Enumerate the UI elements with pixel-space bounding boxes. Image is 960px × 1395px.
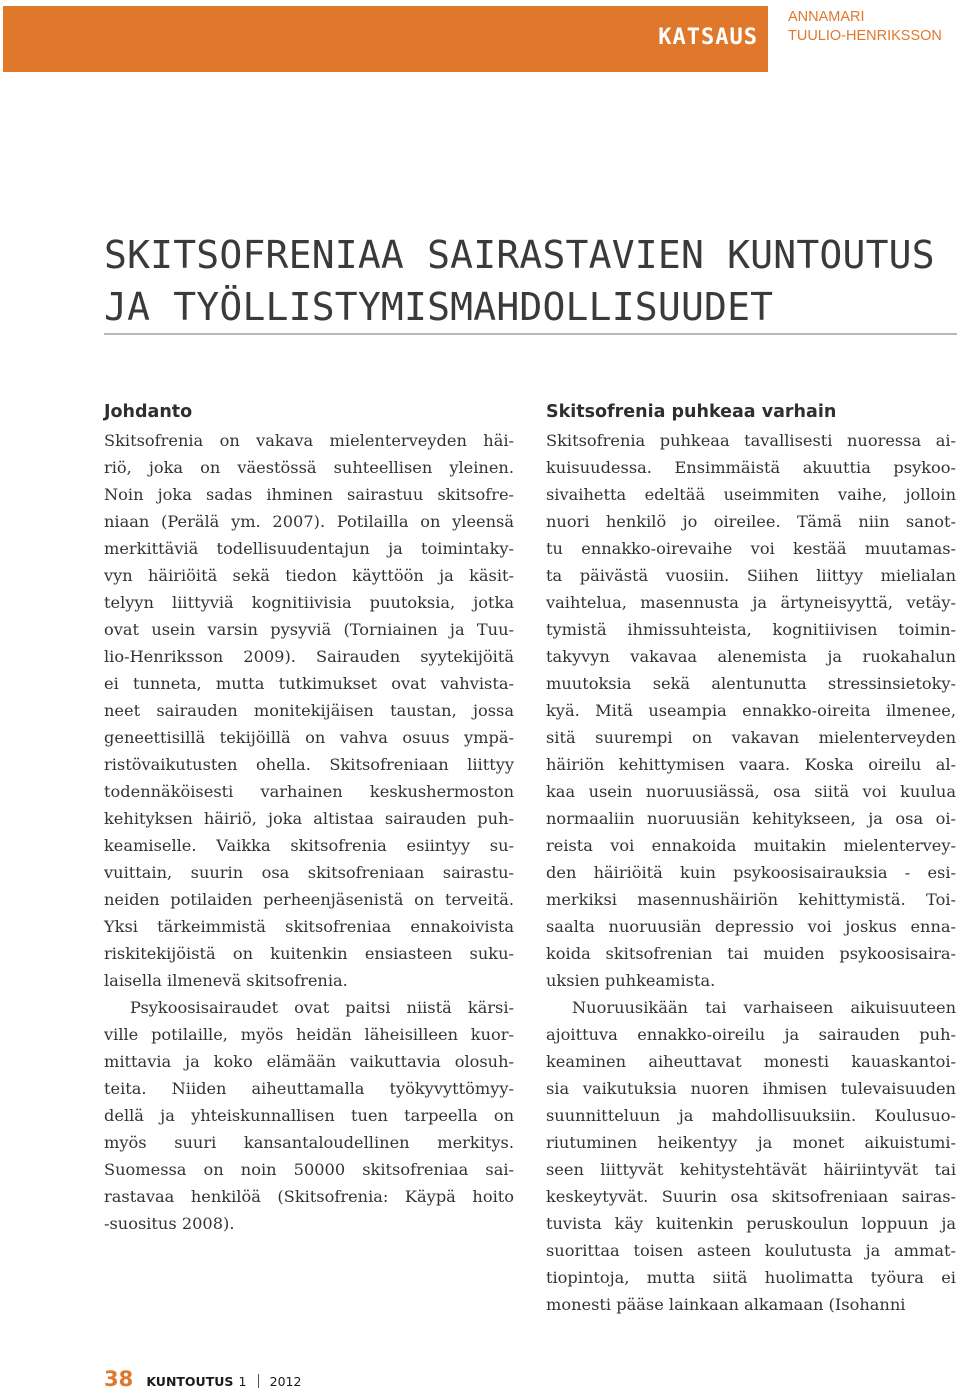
text-line: uksien puhkeamista.	[546, 971, 716, 990]
text-line: laisella ilmenevä skitsofrenia.	[104, 971, 348, 990]
text-line: normaaliin nuoruusiän kehitykseen, ja osa oi-	[546, 809, 956, 828]
magazine-name: KUNTOUTUS	[146, 1374, 234, 1389]
text-line: ei tunneta, mutta tutkimukset ovat vahvista-	[104, 674, 514, 693]
text-line: teita. Niiden aiheuttamalla työkyvyttömyy-	[104, 1079, 514, 1098]
section-header-bar	[3, 6, 768, 72]
page-footer	[104, 1367, 301, 1391]
paragraph	[546, 427, 956, 994]
text-line: neet sairauden monitekijäisen taustan, jossa	[104, 701, 514, 720]
text-line: merkiksi masennushäiriön kehittymistä. Toi-	[546, 890, 956, 909]
text-line: nuori henkilö jo oireilee. Tämä niin sanot-	[546, 512, 956, 531]
author-name	[788, 8, 942, 46]
section-label: KATSAUS	[658, 25, 758, 50]
footer-divider	[258, 1374, 259, 1388]
text-line: riskitekijöistä on kuitenkin ensiasteen suku-	[104, 944, 514, 963]
text-line: Suomessa on noin 50000 skitsofreniaa sai-	[104, 1160, 514, 1179]
text-line: tu ennakko-oirevaihe voi kestää muutamas-	[546, 539, 956, 558]
column-left	[104, 397, 514, 1237]
text-line: häiriön kehittymisen vaara. Koska oireilu al-	[546, 755, 956, 774]
text-line: ristövaikutusten ohella. Skitsofreniaan liittyy	[104, 755, 514, 774]
text-line: takyvyn vakavaa alenemista ja ruokahalun	[546, 647, 956, 666]
paragraph	[104, 427, 514, 994]
text-line: Skitsofrenia puhkeaa tavallisesti nuoressa ai-	[546, 431, 956, 450]
issue-year: 2012	[269, 1374, 302, 1389]
text-line: Psykoosisairaudet ovat paitsi niistä kärsi-	[130, 998, 514, 1017]
text-line: saalta nuoruusiän depressio voi joskus enna-	[546, 917, 956, 936]
paragraph	[104, 994, 514, 1237]
text-line: todennäköisesti varhainen keskushermoston	[104, 782, 514, 801]
title-line: SKITSOFRENIAA SAIRASTAVIEN KUNTOUTUS	[104, 233, 935, 277]
text-line: mittavia ja koko elämään vaikuttavia olosuh-	[104, 1052, 514, 1071]
text-line: kuisuudessa. Ensimmäistä akuuttia psykoo-	[546, 458, 956, 477]
text-line: suunnitteluun ja mahdollisuuksiin. Koulusuo-	[546, 1106, 956, 1125]
text-line: tuvista käy kuitenkin peruskoulun loppuun ja	[546, 1214, 956, 1233]
text-line: geneettisillä tekijöillä on vahva osuus ympä-	[104, 728, 514, 747]
text-line: riö, joka on väestössä suhteellisen yleinen.	[104, 458, 514, 477]
column-body	[104, 427, 514, 1237]
text-line: -suositus 2008).	[104, 1214, 235, 1233]
text-line: keamiselle. Vaikka skitsofrenia esiintyy su-	[104, 836, 514, 855]
text-line: reista voi ennakoida muitakin mielentervey-	[546, 836, 956, 855]
text-line: telyyn liittyviä kognitiivisia puutoksia, jotka	[104, 593, 514, 612]
text-line: Skitsofrenia on vakava mielenterveyden häi-	[104, 431, 514, 450]
text-line: ta päivästä vuosiin. Siihen liittyy mielialan	[546, 566, 956, 585]
page-number: 38	[104, 1367, 134, 1391]
text-line: vuittain, suurin osa skitsofreniaan sairastu-	[104, 863, 514, 882]
title-divider	[104, 333, 957, 335]
text-line: merkittäviä todellisuudentajun ja toimintaky-	[104, 539, 514, 558]
text-line: Yksi tärkeimmistä skitsofreniaa ennakoivista	[104, 917, 514, 936]
text-line: muutoksia sekä alentunutta stressinsietoky-	[546, 674, 956, 693]
text-line: rastavaa henkilöä (Skitsofrenia: Käypä hoito	[104, 1187, 514, 1206]
text-line: tymistä ihmissuhteista, kognitiivisen toimin-	[546, 620, 956, 639]
text-line: dellä ja yhteiskunnallisen tuen tarpeella on	[104, 1106, 514, 1125]
text-line: Nuoruusikään tai varhaiseen aikuisuuteen	[572, 998, 956, 1017]
text-line: ovat usein varsin pysyviä (Torniainen ja Tuu-	[104, 620, 514, 639]
text-line: keaminen aiheuttavat monesti kauaskantoi-	[546, 1052, 956, 1071]
column-right	[546, 397, 956, 1318]
text-line: sitä suurempi on vakavan mielenterveyden	[546, 728, 956, 747]
text-line: sia vaikutuksia nuoren ihmisen tulevaisuuden	[546, 1079, 956, 1098]
text-line: kaa usein nuoruusiässä, osa siitä voi kuulua	[546, 782, 956, 801]
issue-number: 1	[238, 1374, 247, 1389]
text-line: lio-Henriksson 2009). Sairauden syytekijöitä	[104, 647, 514, 666]
text-line: neiden potilaiden perheenjäsenistä on terveitä.	[104, 890, 514, 909]
text-line: tiopintoja, mutta siitä huolimatta työura ei	[546, 1268, 956, 1287]
paragraph	[546, 994, 956, 1318]
article-title	[104, 229, 954, 333]
title-line: JA TYÖLLISTYMISMAHDOLLISUUDET	[104, 285, 774, 329]
text-line: kyä. Mitä useampia ennakko-oireita ilmenee,	[546, 701, 956, 720]
column-body	[546, 427, 956, 1318]
text-line: riutuminen heikentyy ja monet aikuistumi-	[546, 1133, 956, 1152]
text-line: kehityksen häiriö, joka altistaa sairauden puh-	[104, 809, 514, 828]
text-line: ville potilaille, myös heidän läheisilleen kuor-	[104, 1025, 514, 1044]
text-line: monesti pääse lainkaan alkamaan (Isohanni	[546, 1295, 906, 1314]
text-line: seen liittyvät kehitystehtävät häiriintyvät tai	[546, 1160, 956, 1179]
section-heading: Johdanto	[104, 402, 193, 422]
author-line: TUULIO-HENRIKSSON	[788, 28, 942, 44]
text-line: keskeytyvät. Suurin osa skitsofreniaan sairas-	[546, 1187, 956, 1206]
text-line: vaihtelua, masennusta ja ärtyneisyyttä, vetäy-	[546, 593, 956, 612]
author-line: ANNAMARI	[788, 9, 865, 25]
text-line: vyn häiriöitä sekä tiedon käyttöön ja käsit-	[104, 566, 514, 585]
text-line: Noin joka sadas ihminen sairastuu skitsofre-	[104, 485, 514, 504]
text-line: niaan (Perälä ym. 2007). Potilailla on yleensä	[104, 512, 514, 531]
text-line: suorittaa toisen asteen koulutusta ja ammat-	[546, 1241, 956, 1260]
text-line: den häiriöitä kuin psykoosisairauksia - esi-	[546, 863, 956, 882]
text-line: ajoittuva ennakko-oireilu ja sairauden puh-	[546, 1025, 956, 1044]
text-line: myös suuri kansantaloudellinen merkitys.	[104, 1133, 514, 1152]
text-line: sivaihetta edeltää useimmiten vaihe, jolloin	[546, 485, 956, 504]
section-heading: Skitsofrenia puhkeaa varhain	[546, 402, 837, 422]
text-line: koida skitsofrenian tai muiden psykoosisaira-	[546, 944, 956, 963]
